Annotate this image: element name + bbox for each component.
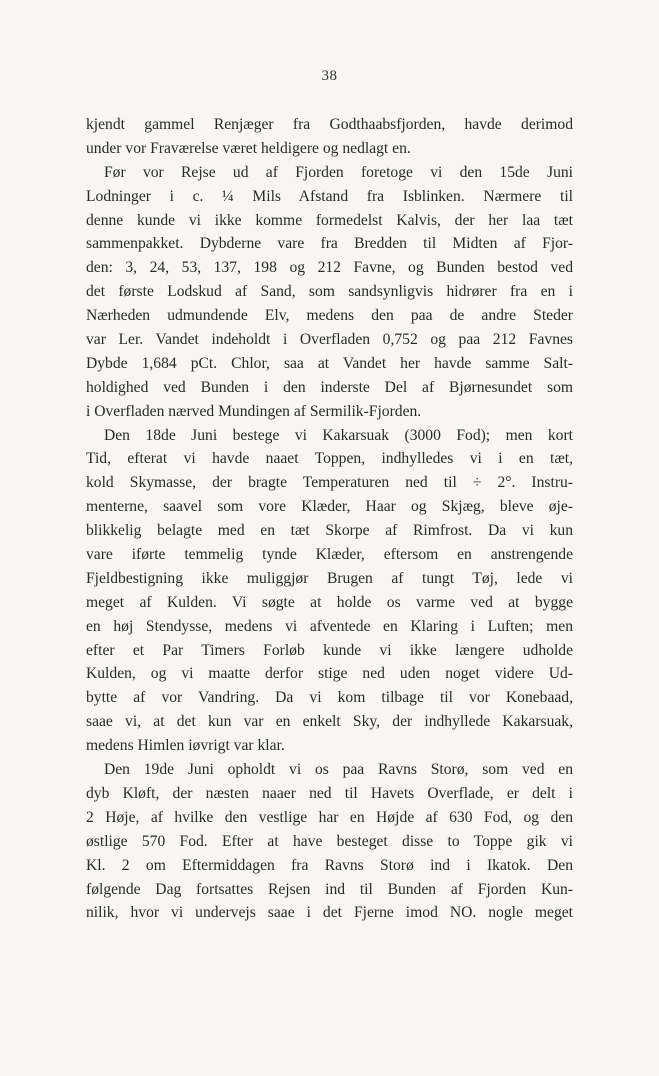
text-line: bytte af vor Vandring. Da vi kom tilbage til vor Konebaad, [86, 689, 573, 707]
text-line: 2 Høje, af hvilke den vestlige har en Højde af 630 Fod, og den [86, 808, 573, 826]
text-line: nilik, hvor vi undervejs saae i det Fjerne imod NO. nogle meget [86, 904, 573, 922]
text-line: kold Skymasse, der bragte Temperaturen ned til ÷ 2°. Instru- [86, 474, 573, 492]
text-line: følgende Dag fortsattes Rejsen ind til Bunden af Fjorden Kun- [86, 880, 573, 898]
text-line: dyb Kløft, der næsten naaer ned til Havets Overflade, er delt i [86, 784, 573, 802]
text-line: Dybde 1,684 pCt. Chlor, saa at Vandet her havde samme Salt- [86, 354, 573, 372]
text-line: vare iførte temmelig tynde Klæder, eftersom en anstrengende [86, 546, 573, 564]
text-line: østlige 570 Fod. Efter at have besteget disse to Toppe gik vi [86, 832, 573, 850]
text-line: var Ler. Vandet indeholdt i Overfladen 0,752 og paa 212 Favnes [86, 331, 573, 349]
text-line: meget af Kulden. Vi søgte at holde os varme ved at bygge [86, 593, 573, 611]
text-line: menterne, saavel som vore Klæder, Haar og Skjæg, bleve øje- [86, 498, 573, 516]
text-line: det første Lodskud af Sand, som sandsynligvis hidrører fra en i [86, 283, 573, 301]
text-line: Lodninger i c. ¼ Mils Afstand fra Isblinken. Nærmere til [86, 187, 573, 205]
text-line: denne kunde vi ikke komme formedelst Kalvis, der her laa tæt [86, 211, 573, 229]
text-line: holdighed ved Bunden i den inderste Del af Bjørnesundet som [86, 378, 573, 396]
text-line: saae vi, at det kun var en enkelt Sky, der indhyllede Kakarsuak, [86, 713, 573, 731]
text-line: Fjeldbestigning ikke muliggjør Brugen af tungt Tøj, lede vi [86, 569, 573, 587]
text-line: under vor Fraværelse været heldigere og nedlagt en. [86, 139, 411, 157]
text-line: Kulden, og vi maatte derfor stige ned uden noget videre Ud- [86, 665, 573, 683]
text-line: en høj Stendysse, medens vi afventede en Klaring i Luften; men [86, 617, 573, 635]
text-line: Den 18de Juni bestege vi Kakarsuak (3000 Fod); men kort [104, 426, 573, 444]
page-number: 38 [321, 68, 338, 84]
text-line: kjendt gammel Renjæger fra Godthaabsfjorden, havde derimod [86, 116, 573, 133]
text-line: medens Himlen iøvrigt var klar. [86, 737, 285, 755]
text-line: Tid, efterat vi havde naaet Toppen, indhylledes vi i en tæt, [86, 450, 573, 468]
text-line: Før vor Rejse ud af Fjorden foretoge vi den 15de Juni [104, 163, 573, 181]
text-line: Nærheden udmundende Elv, medens den paa de andre Steder [86, 307, 573, 325]
text-line: Kl. 2 om Eftermiddagen fra Ravns Storø ind i Ikatok. Den [86, 856, 573, 874]
body-text [86, 113, 573, 925]
text-line: den: 3, 24, 53, 137, 198 og 212 Favne, og Bunden bestod ved [86, 259, 573, 277]
text-line: efter et Par Timers Forløb kunde vi ikke længere udholde [86, 641, 573, 659]
text-line: sammenpakket. Dybderne vare fra Bredden til Midten af Fjor- [86, 235, 573, 253]
text-line: blikkelig belagte med en tæt Skorpe af Rimfrost. Da vi kun [86, 522, 573, 540]
text-line: Den 19de Juni opholdt vi os paa Ravns Storø, som ved en [104, 761, 573, 779]
text-line: i Overfladen nærved Mundingen af Sermilik-Fjorden. [86, 402, 422, 420]
